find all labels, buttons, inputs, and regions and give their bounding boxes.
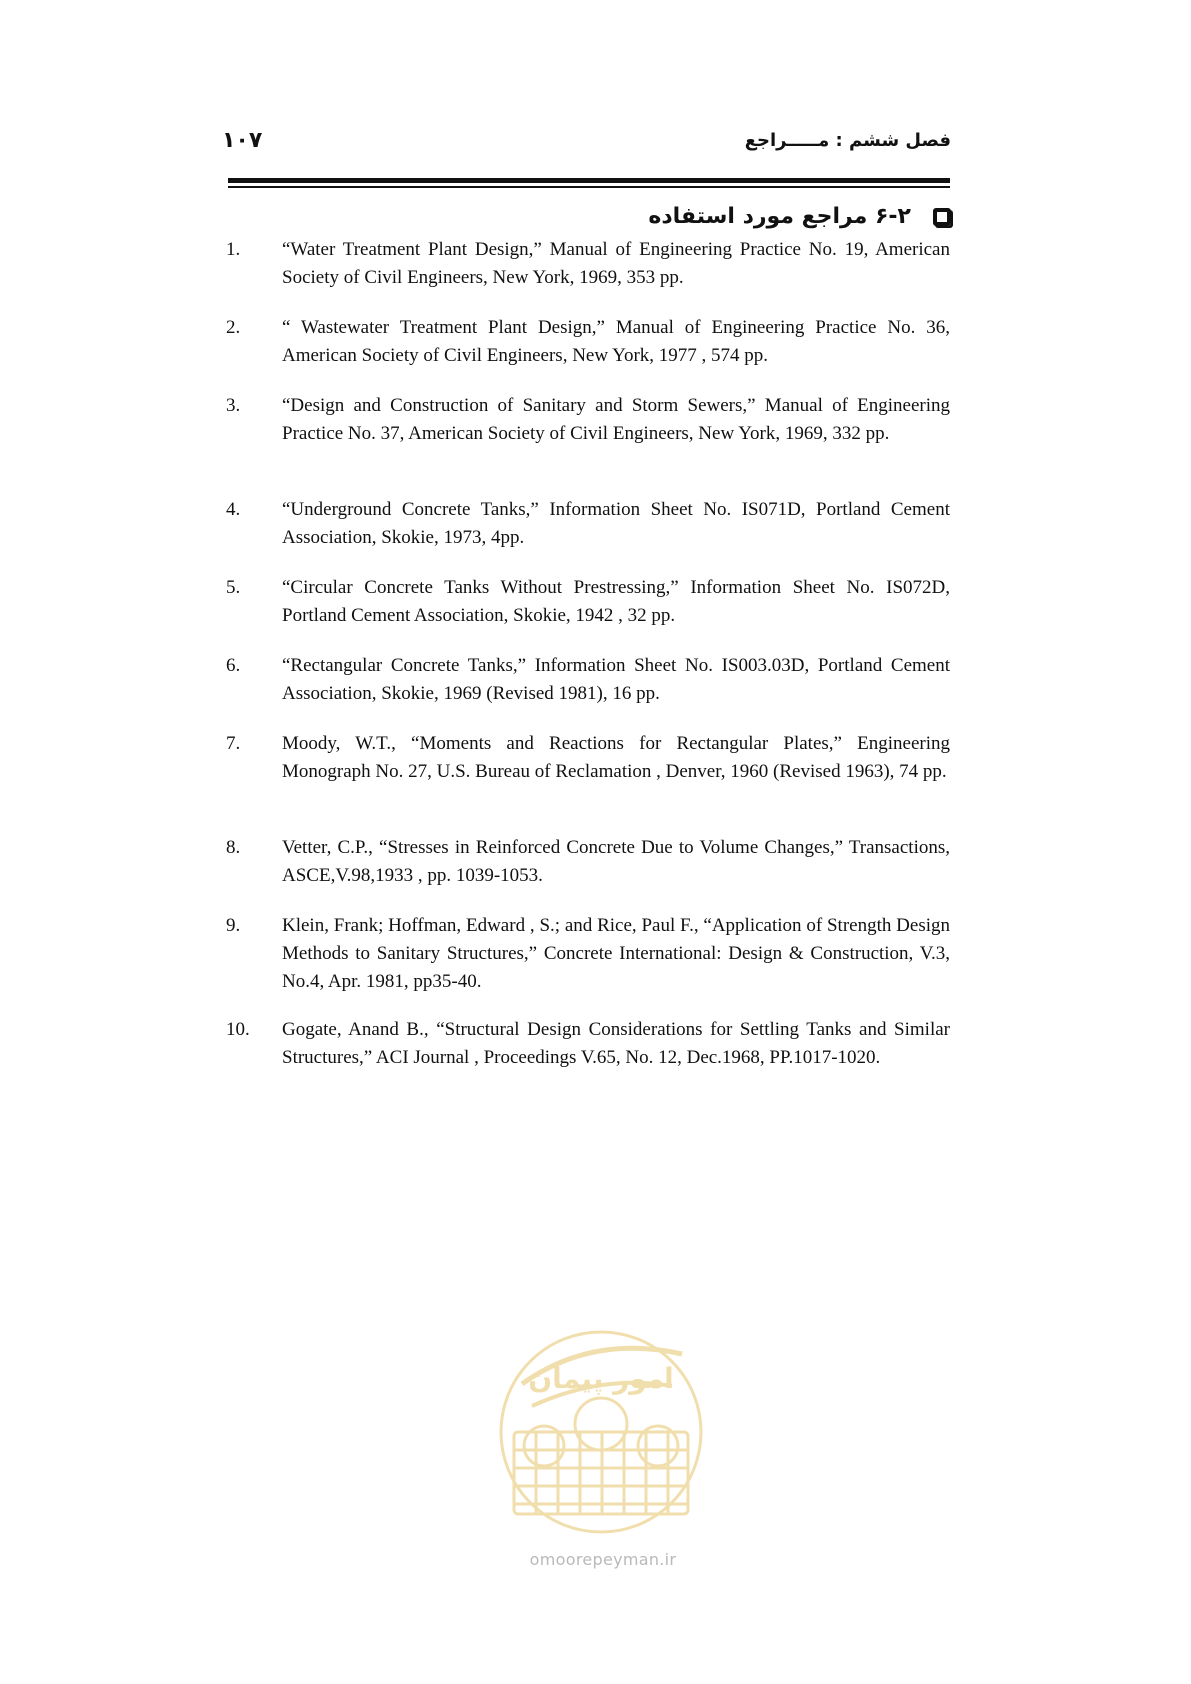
- reference-number: 9.: [226, 915, 241, 936]
- reference-text: Vetter, C.P., “Stresses in Reinforced Concrete Due to Volume Changes,” Transactions, ASCE,V.98,1933 , pp. 1039-1053.: [282, 837, 950, 886]
- reference-number: 7.: [226, 733, 241, 754]
- reference-number: 2.: [226, 317, 241, 338]
- reference-number: 1.: [226, 239, 241, 260]
- watermark-site-text: omoorepeyman.ir: [529, 1550, 677, 1569]
- reference-item: [226, 730, 950, 786]
- reference-item: [226, 1016, 950, 1072]
- watermark-logo-text: امور پیمان: [528, 1362, 674, 1395]
- reference-number: 5.: [226, 577, 241, 598]
- reference-number: 6.: [226, 655, 241, 676]
- reference-item: [226, 652, 950, 708]
- reference-text: “Design and Construction of Sanitary and Storm Sewers,” Manual of Engineering Practice No. 37, American Society of Civil Engineers, New York, 1969, 332 pp.: [282, 395, 950, 444]
- page-number: ۱۰۷: [222, 128, 263, 153]
- reference-text: Gogate, Anand B., “Structural Design Considerations for Settling Tanks and Similar Structures,” ACI Journal , Proceedings V.65, No. 12, Dec.1968, PP.1017-1020.: [282, 1019, 950, 1068]
- section-heading-text: ۶-۲ مراجع مورد استفاده: [648, 204, 911, 229]
- reference-number: 3.: [226, 395, 241, 416]
- reference-text: Moody, W.T., “Moments and Reactions for Rectangular Plates,” Engineering Monograph No. 27, U.S. Bureau of Reclamation , Denver, 1960 (Revised 1963), 74 pp.: [282, 733, 950, 782]
- reference-number: 4.: [226, 499, 241, 520]
- reference-text: “Water Treatment Plant Design,” Manual of Engineering Practice No. 19, American Society of Civil Engineers, New York, 1969, 353 pp.: [282, 239, 950, 288]
- reference-text: “Rectangular Concrete Tanks,” Information Sheet No. IS003.03D, Portland Cement Association, Skokie, 1969 (Revised 1981), 16 pp.: [282, 655, 950, 704]
- reference-number: 8.: [226, 837, 241, 858]
- reference-item: [226, 314, 950, 370]
- reference-item: [226, 574, 950, 630]
- running-head: فصل ششم : مـــــراجع: [744, 130, 951, 151]
- watermark-logo: [492, 1314, 710, 1574]
- reference-item: [226, 236, 950, 292]
- reference-item: [226, 912, 950, 996]
- reference-text: “Underground Concrete Tanks,” Information Sheet No. IS071D, Portland Cement Association, Skokie, 1973, 4pp.: [282, 499, 950, 548]
- reference-item: [226, 496, 950, 552]
- reference-item: [226, 392, 950, 448]
- reference-item: [226, 834, 950, 890]
- reference-text: “ Wastewater Treatment Plant Design,” Manual of Engineering Practice No. 36, American Society of Civil Engineers, New York, 1977 , 574 pp.: [282, 317, 950, 366]
- reference-number: 10.: [226, 1019, 250, 1040]
- reference-text: Klein, Frank; Hoffman, Edward , S.; and Rice, Paul F., “Application of Strength Design Methods to Sanitary Structures,” Concrete International: Design & Construction, V.3, No.4, Apr. 1981, pp35-40.: [282, 915, 950, 992]
- reference-text: “Circular Concrete Tanks Without Prestressing,” Information Sheet No. IS072D, Portland Cement Association, Skokie, 1942 , 32 pp.: [282, 577, 950, 626]
